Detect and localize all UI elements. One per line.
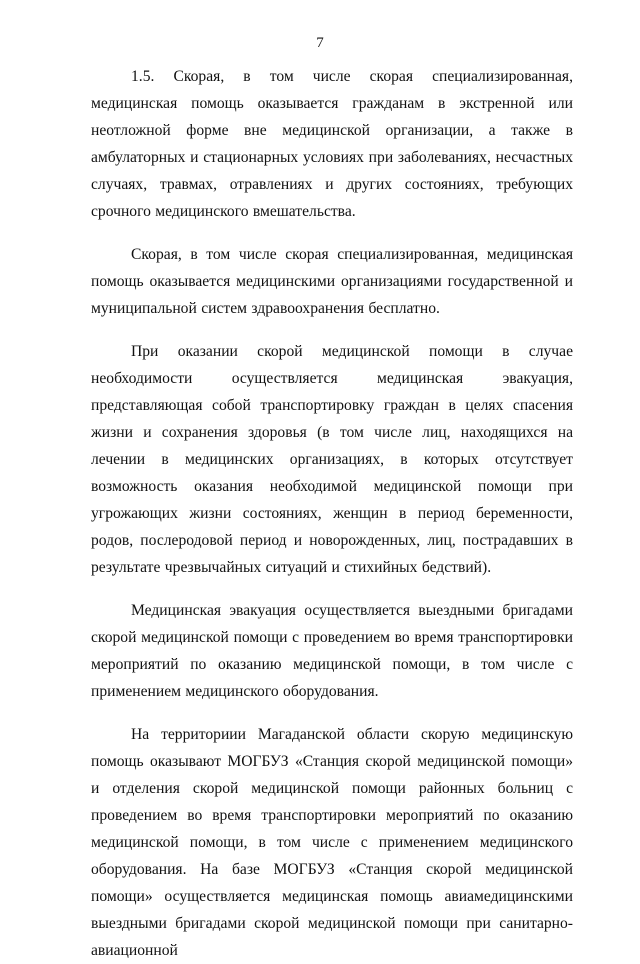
- document-body: [91, 63, 573, 964]
- paragraph-magadan-region: На территориии Магаданской области скорую медицинскую помощь оказывают МОГБУЗ «Станция скорой медицинской помощи» и отделения скорой медицинской помощи районных больниц с проведением во время транспортировки мероприятий по оказанию медицинской помощи, в том числе с применением медицинского оборудования. На базе МОГБУЗ «Станция скорой медицинской помощи» осуществляется медицинская помощь авиамедицинскими выездными бригадами скорой медицинской помощи при санитарно-авиационной: [91, 726, 573, 959]
- paragraph-emergency-care-definition: 1.5. Скорая, в том числе скорая специализированная, медицинская помощь оказывается гражданам в экстренной или неотложной форме вне медицинской организации, а также в амбулаторных и стационарных условиях при заболеваниях, несчастных случаях, травмах, отравлениях и других состояниях, требующих срочного медицинского вмешательства.: [91, 68, 573, 220]
- page-number: 7: [316, 35, 324, 51]
- paragraph-evacuation-teams: Медицинская эвакуация осуществляется выездными бригадами скорой медицинской помощи с проведением во время транспортировки мероприятий по оказанию медицинской помощи, в том числе с применением медицинского оборудования.: [91, 602, 573, 700]
- paragraph-free-of-charge: Скорая, в том числе скорая специализированная, медицинская помощь оказывается медицинскими организациями государственной и муниципальной систем здравоохранения бесплатно.: [91, 246, 573, 317]
- paragraph-medical-evacuation: При оказании скорой медицинской помощи в случае необходимости осуществляется медицинская эвакуация, представляющая собой транспортировку граждан в целях спасения жизни и сохранения здоровья (в том числе лиц, находящихся на лечении в медицинских организациях, в которых отсутствует возможность оказания необходимой медицинской помощи при угрожающих жизни состояниях, женщин в период беременности, родов, послеродовой период и новорожденных, лиц, пострадавших в результате чрезвычайных ситуаций и стихийных бедствий).: [91, 343, 573, 576]
